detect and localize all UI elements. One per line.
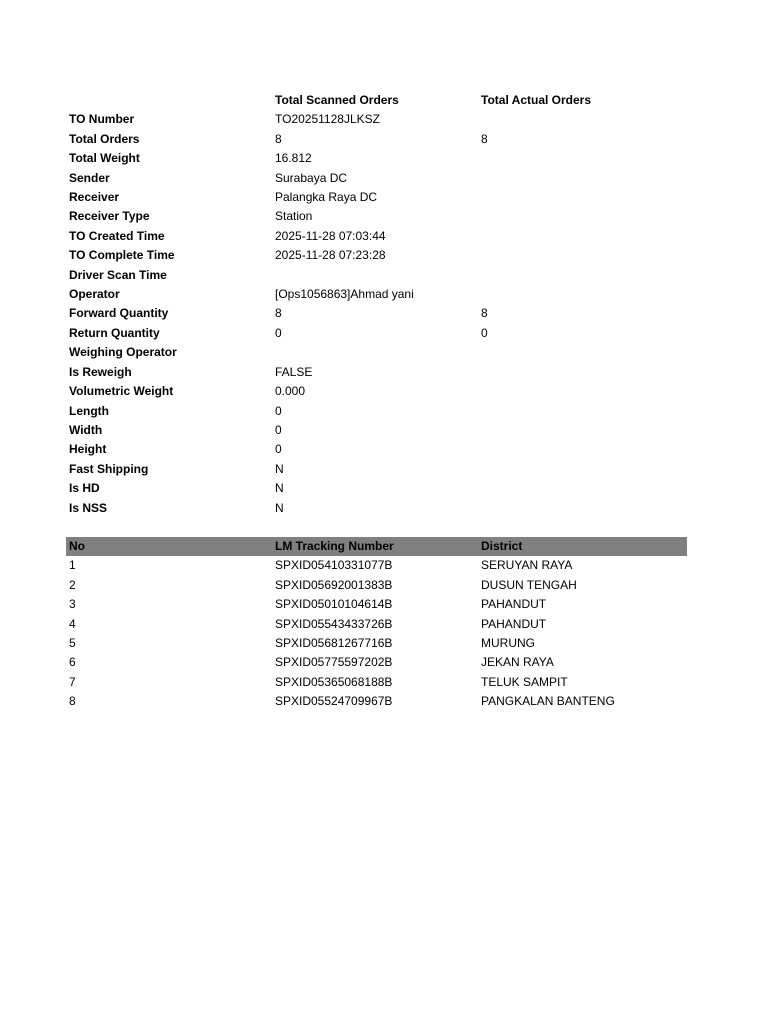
summary-row: [66, 227, 684, 246]
order-tracking-number: SPXID05775597202B: [275, 655, 393, 670]
summary-row-scanned: N: [275, 481, 284, 496]
summary-row-scanned: Station: [275, 209, 313, 224]
orders-body: [66, 556, 687, 711]
summary-row-scanned: 0: [275, 325, 282, 340]
summary-row-scanned: Palangka Raya DC: [275, 190, 378, 205]
summary-row: [66, 343, 684, 362]
summary-row-label: TO Complete Time: [69, 248, 175, 263]
summary-row-scanned: 16.812: [275, 151, 312, 166]
order-no: 4: [69, 616, 76, 631]
summary-row-scanned: [Ops1056863]Ahmad yani: [275, 287, 414, 302]
summary-row-scanned: 2025-11-28 07:03:44: [275, 228, 386, 243]
order-tracking-number: SPXID05681267716B: [275, 636, 393, 651]
order-district: DUSUN TENGAH: [481, 577, 577, 592]
summary-row: [66, 363, 684, 382]
summary-row-label: Total Orders: [69, 131, 140, 146]
order-tracking-number: SPXID05365068188B: [275, 674, 393, 689]
table-row: [66, 576, 687, 595]
summary-row-label: Length: [69, 403, 109, 418]
summary-row-actual: [478, 110, 684, 129]
order-tracking-number: SPXID05410331077B: [275, 558, 393, 573]
orders-header-district: District: [478, 537, 684, 556]
summary-row: [66, 304, 684, 323]
summary-body: [66, 110, 684, 518]
summary-row-actual: [478, 402, 684, 421]
table-row: [66, 595, 687, 614]
summary-row: [66, 169, 684, 188]
order-row-tail: [684, 615, 687, 634]
summary-row: [66, 149, 684, 168]
summary-row-scanned: 2025-11-28 07:23:28: [275, 248, 386, 263]
order-tracking-number: SPXID05692001383B: [275, 577, 393, 592]
orders-table: [66, 537, 687, 712]
summary-header-row: [66, 91, 684, 110]
summary-row-label: Is Reweigh: [69, 364, 132, 379]
summary-row-actual: [478, 440, 684, 459]
summary-row-scanned: 8: [275, 131, 282, 146]
order-district: SERUYAN RAYA: [481, 558, 573, 573]
summary-row-actual: [478, 382, 684, 401]
order-no: 8: [69, 694, 76, 709]
summary-row-label: Receiver Type: [69, 209, 150, 224]
summary-row: [66, 110, 684, 129]
summary-row-scanned: Surabaya DC: [275, 170, 348, 185]
orders-header-tail: [684, 537, 687, 556]
summary-row-actual: [478, 285, 684, 304]
order-row-tail: [684, 556, 687, 575]
order-district: TELUK SAMPIT: [481, 674, 568, 689]
summary-row-actual: [478, 421, 684, 440]
order-district: PAHANDUT: [481, 616, 547, 631]
order-no: 2: [69, 577, 76, 592]
summary-row-scanned: FALSE: [275, 364, 313, 379]
table-row: [66, 673, 687, 692]
summary-row-scanned: 0.000: [275, 384, 306, 399]
summary-row-scanned: [272, 343, 478, 362]
order-no: 1: [69, 558, 76, 573]
summary-row-actual: [478, 479, 684, 498]
summary-row-actual: [478, 266, 684, 285]
table-row: [66, 556, 687, 575]
order-district: PANGKALAN BANTENG: [481, 694, 615, 709]
order-row-tail: [684, 634, 687, 653]
summary-row-label: Height: [69, 442, 107, 457]
summary-row-scanned: N: [275, 461, 284, 476]
summary-row-actual: [478, 207, 684, 226]
summary-row-actual: 8: [481, 306, 488, 321]
summary-header-scanned: Total Scanned Orders: [275, 93, 399, 107]
summary-row-scanned: 0: [275, 403, 282, 418]
orders-header-tracking: LM Tracking Number: [272, 537, 478, 556]
summary-row-actual: [478, 363, 684, 382]
summary-row-label: Fast Shipping: [69, 461, 149, 476]
summary-row: [66, 421, 684, 440]
order-district: MURUNG: [481, 636, 535, 651]
order-row-tail: [684, 653, 687, 672]
summary-row: [66, 479, 684, 498]
summary-row-label: Receiver: [69, 190, 120, 205]
summary-row-scanned: [272, 266, 478, 285]
summary-row-actual: 8: [481, 131, 488, 146]
summary-row-label: Is NSS: [69, 500, 108, 515]
summary-row-label: Sender: [69, 170, 110, 185]
summary-row-label: Is HD: [69, 481, 100, 496]
order-row-tail: [684, 673, 687, 692]
summary-row-scanned: TO20251128JLKSZ: [275, 112, 380, 127]
summary-row: [66, 460, 684, 479]
summary-row-actual: [478, 343, 684, 362]
summary-row-label: Driver Scan Time: [69, 267, 167, 282]
summary-row: [66, 402, 684, 421]
table-row: [66, 615, 687, 634]
summary-row-label: Width: [69, 422, 103, 437]
orders-header-row: [66, 537, 687, 556]
summary-row-actual: [478, 149, 684, 168]
summary-row-label: Total Weight: [69, 151, 140, 166]
summary-header-blank: [66, 91, 272, 110]
summary-row-label: TO Number: [69, 112, 135, 127]
summary-row-scanned: 0: [275, 422, 282, 437]
summary-row-scanned: N: [275, 500, 284, 515]
summary-row-label: Volumetric Weight: [69, 384, 174, 399]
order-no: 5: [69, 636, 76, 651]
summary-row-actual: 0: [481, 325, 488, 340]
table-row: [66, 634, 687, 653]
order-tracking-number: SPXID05010104614B: [275, 597, 393, 612]
orders-header-no: No: [66, 537, 272, 556]
summary-row: [66, 499, 684, 518]
order-district: PAHANDUT: [481, 597, 547, 612]
summary-row-label: Weighing Operator: [69, 345, 177, 360]
summary-row-label: Operator: [69, 287, 120, 302]
summary-row-label: Return Quantity: [69, 325, 160, 340]
summary-row: [66, 324, 684, 343]
order-no: 3: [69, 597, 76, 612]
summary-row: [66, 285, 684, 304]
order-no: 7: [69, 674, 76, 689]
summary-row: [66, 188, 684, 207]
table-row: [66, 692, 687, 711]
summary-row-actual: [478, 499, 684, 518]
summary-row-actual: [478, 246, 684, 265]
order-tracking-number: SPXID05543433726B: [275, 616, 393, 631]
summary-row-label: Forward Quantity: [69, 306, 169, 321]
order-no: 6: [69, 655, 76, 670]
order-row-tail: [684, 595, 687, 614]
order-district: JEKAN RAYA: [481, 655, 554, 670]
summary-row: [66, 382, 684, 401]
summary-row-actual: [478, 169, 684, 188]
order-row-tail: [684, 576, 687, 595]
summary-row: [66, 440, 684, 459]
order-tracking-number: SPXID05524709967B: [275, 694, 393, 709]
summary-row: [66, 266, 684, 285]
table-row: [66, 653, 687, 672]
summary-row: [66, 130, 684, 149]
order-row-tail: [684, 692, 687, 711]
summary-header-actual: Total Actual Orders: [481, 93, 592, 107]
summary-row-actual: [478, 188, 684, 207]
summary-row-actual: [478, 227, 684, 246]
summary-row-scanned: 0: [275, 442, 282, 457]
summary-row-actual: [478, 460, 684, 479]
summary-row: [66, 246, 684, 265]
summary-row-label: TO Created Time: [69, 228, 165, 243]
summary-row: [66, 207, 684, 226]
summary-table: [66, 91, 684, 518]
summary-row-scanned: 8: [275, 306, 282, 321]
